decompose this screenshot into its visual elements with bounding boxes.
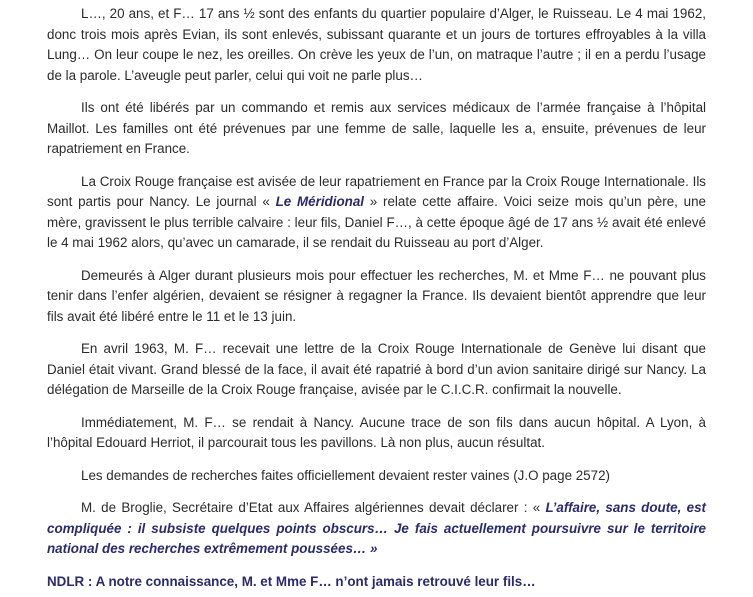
paragraph-3: [47, 172, 706, 254]
minister-quote: L’affaire, sans doute, est compliquée : il subsiste quelques points obscurs… Je fais actuellement poursuivre sur le territoire national des recherches extrêmement poussées… »: [47, 500, 706, 556]
paragraph-4: [47, 266, 706, 328]
paragraph-8: [47, 498, 706, 560]
paragraph-2: [47, 98, 706, 160]
editor-note-text: NDLR : A notre connaissance, M. et Mme F… n’ont jamais retrouvé leur fils…: [47, 573, 536, 589]
paragraph-5-text: En avril 1963, M. F… recevait une lettre de la Croix Rouge Internationale de Genève lui disant que Daniel était vivant. Grand blessé de la face, il avait été rapatrié à bord d’un avion sanitaire dirigé sur Nancy. La délégation de Marseille de la Croix Rouge française, avisée par le C.I.C.R. confirmait la nouvelle.: [47, 341, 706, 397]
paragraph-7-text: Les demandes de recherches faites officiellement devaient rester vaines (J.O page 2572): [81, 467, 610, 483]
paragraph-3-text-before: La Croix Rouge française est avisée de leur rapatriement en France par la Croix Rouge Internationale. Ils sont partis pour Nancy. Le journal «: [47, 173, 706, 209]
paragraph-2-text: Ils ont été libérés par un commando et remis aux services médicaux de l’armée française à l’hôpital Maillot. Les familles ont été prévenues par une femme de salle, laquelle les a, ensuite, prévenues de leur rapatriement en France.: [47, 100, 706, 156]
newspaper-title: Le Méridional: [275, 194, 364, 209]
article-body: [47, 0, 706, 592]
editor-note: [47, 572, 706, 593]
paragraph-6: [47, 413, 706, 454]
paragraph-6-text: Immédiatement, M. F… se rendait à Nancy. Aucune trace de son fils dans aucun hôpital. A Lyon, à l’hôpital Edouard Herriot, il parcourait tous les pavillons. Là non plus, aucun résultat.: [47, 414, 706, 450]
paragraph-1-text: L…, 20 ans, et F… 17 ans ½ sont des enfants du quartier populaire d’Alger, le Ruisseau. Le 4 mai 1962, donc trois mois après Evian, ils sont enlevés, subissant quarante et un jours de tortures effroyables à la villa Lung… On leur coupe le nez, les oreilles. On crève les yeux de l’un, on matraque l’autre ; il en a perdu l’usage de la parole. L’aveugle peut parler, celui qui voit ne parle plus…: [47, 6, 706, 83]
paragraph-7: [47, 466, 706, 487]
paragraph-8-text-before: M. de Broglie, Secrétaire d’Etat aux Affaires algériennes devait déclarer : «: [81, 500, 546, 515]
paragraph-5: [47, 339, 706, 401]
paragraph-4-text: Demeurés à Alger durant plusieurs mois pour effectuer les recherches, M. et Mme F… ne pouvant plus tenir dans l’enfer algérien, devaient se résigner à regagner la France. Ils devaient bientôt apprendre que leur fils avait été libéré entre le 11 et le 13 juin.: [47, 267, 706, 324]
paragraph-1: [47, 4, 706, 86]
paragraph-3-text-after: » relate cette affaire. Voici seize mois qu’un père, une mère, gravissent le plus terrible calvaire : leur fils, Daniel F…, à cette époque âgé de 17 ans ½ avait été enlevé le 4 mai 1962 alors, qu’avec un camarade, il se rendait du Ruisseau au port d’Alger.: [47, 194, 707, 250]
